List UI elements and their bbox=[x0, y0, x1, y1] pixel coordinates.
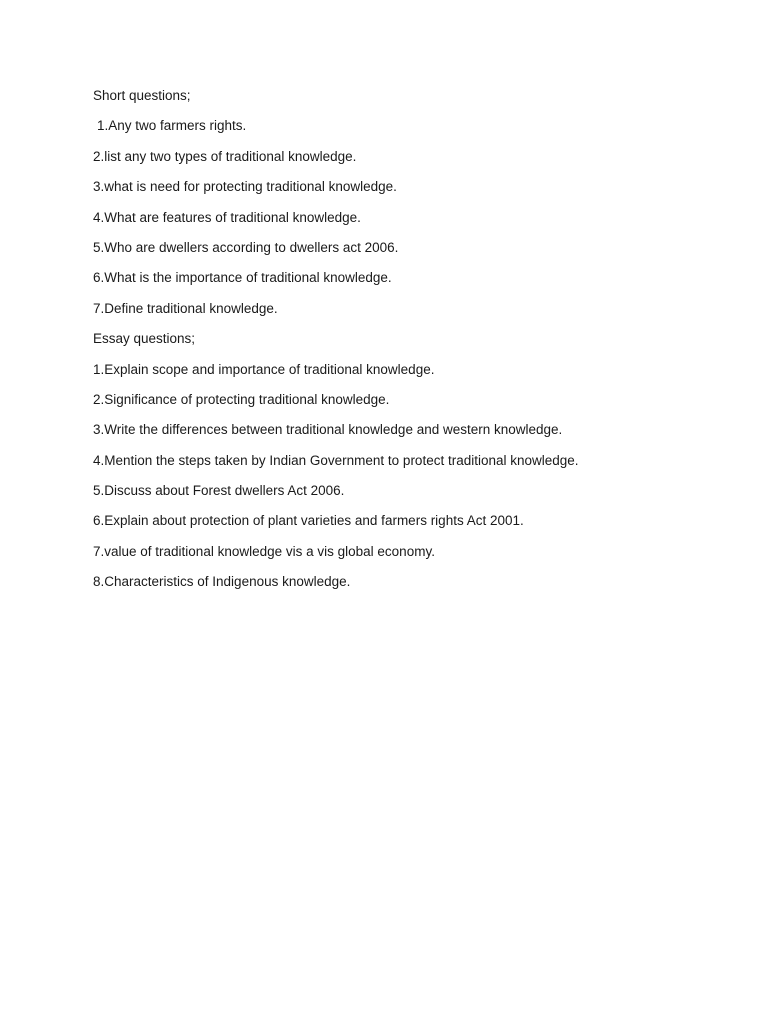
short-question-item: 7.Define traditional knowledge. bbox=[93, 300, 278, 316]
essay-questions-heading: Essay questions; bbox=[93, 331, 196, 347]
essay-question-item: 5.Discuss about Forest dwellers Act 2006. bbox=[93, 483, 345, 499]
essay-question-item: 8.Characteristics of Indigenous knowledge. bbox=[93, 574, 351, 590]
essay-question-item: 1.Explain scope and importance of traditional knowledge. bbox=[93, 361, 435, 377]
short-question-item: 6.What is the importance of traditional knowledge. bbox=[93, 270, 392, 286]
essay-question-item: 4.Mention the steps taken by Indian Government to protect traditional knowledge. bbox=[93, 452, 579, 468]
essay-question-item: 6.Explain about protection of plant varieties and farmers rights Act 2001. bbox=[93, 513, 524, 529]
document-page bbox=[93, 86, 733, 603]
short-question-item: 1.Any two farmers rights. bbox=[97, 118, 247, 134]
essay-question-item: 3.Write the differences between traditional knowledge and western knowledge. bbox=[93, 422, 563, 438]
short-question-item: 5.Who are dwellers according to dwellers act 2006. bbox=[93, 239, 399, 255]
essay-question-item: 7.value of traditional knowledge vis a vis global economy. bbox=[93, 543, 435, 559]
short-question-item: 4.What are features of traditional knowledge. bbox=[93, 209, 361, 225]
essay-question-item: 2.Significance of protecting traditional knowledge. bbox=[93, 391, 390, 407]
short-question-item: 2.list any two types of traditional knowledge. bbox=[93, 148, 357, 164]
short-question-item: 3.what is need for protecting traditional knowledge. bbox=[93, 179, 397, 195]
short-questions-heading: Short questions; bbox=[93, 88, 191, 103]
